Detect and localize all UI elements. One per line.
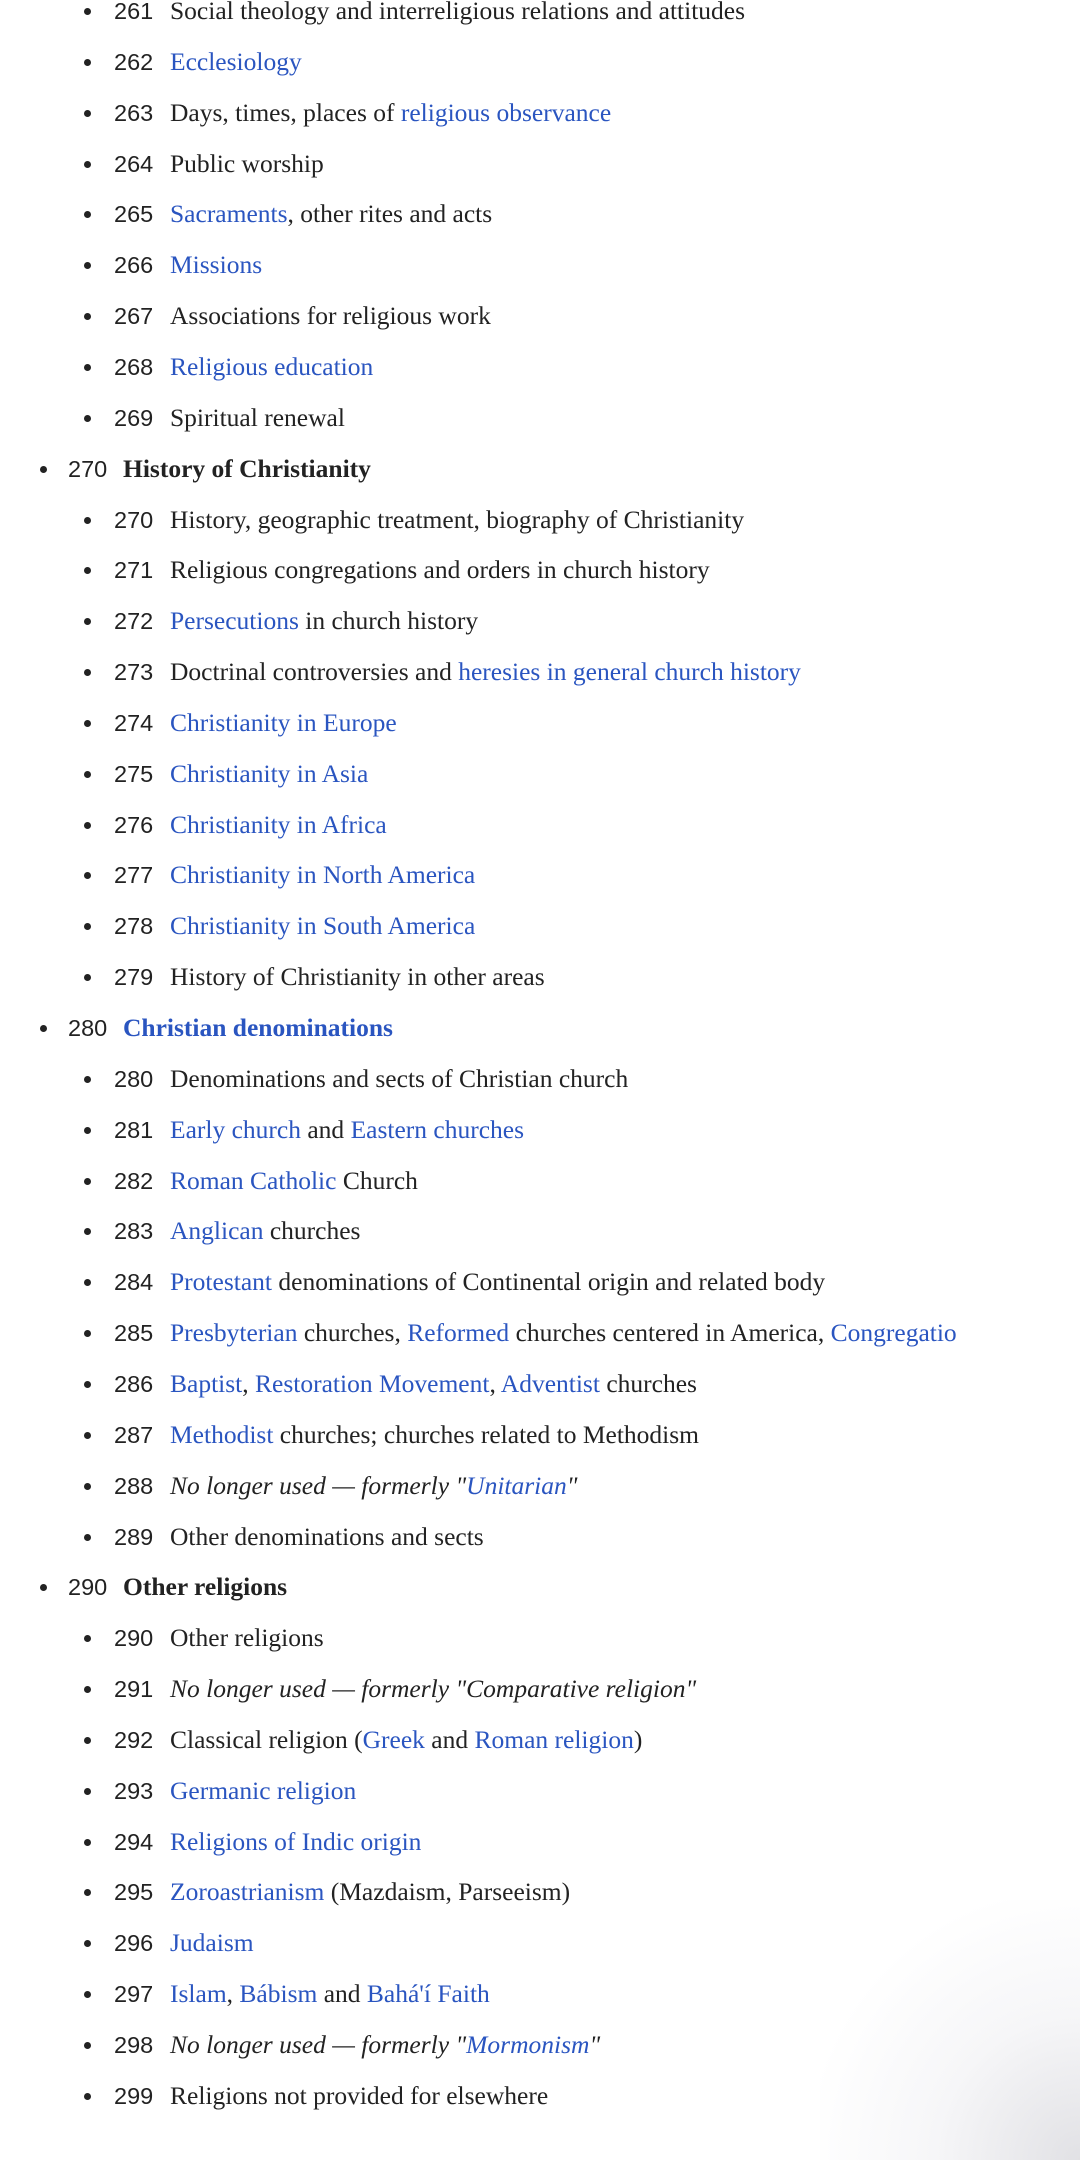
- entry-text-segment: Doctrinal controversies and: [170, 657, 459, 687]
- class-code: 296: [114, 1930, 154, 1957]
- entry-text: [170, 97, 611, 129]
- entry-link[interactable]: Protestant: [170, 1267, 272, 1297]
- entry-link[interactable]: Persecutions: [170, 606, 299, 636]
- entry-text: [170, 1978, 490, 2010]
- entry-text: [170, 1215, 360, 1247]
- bullet-icon: [84, 1076, 91, 1083]
- entry-link[interactable]: Sacraments: [170, 199, 288, 229]
- entry-text-segment: Other religions: [123, 1572, 288, 1602]
- entry-link[interactable]: Greek: [362, 1724, 425, 1754]
- class-code: 268: [114, 353, 154, 380]
- class-code: 290: [114, 1625, 154, 1652]
- bullet-icon: [84, 1991, 91, 1998]
- class-code: 295: [114, 1879, 154, 1906]
- entry-text: [170, 707, 397, 739]
- entry-link[interactable]: Mormonism: [466, 2030, 590, 2059]
- bullet-icon: [84, 1381, 91, 1388]
- entry-link[interactable]: Religious education: [170, 351, 374, 381]
- entry-link[interactable]: Religions of Indic origin: [170, 1826, 422, 1856]
- bullet-icon: [84, 1940, 91, 1947]
- class-code: 279: [114, 964, 154, 991]
- entry-text: [170, 656, 801, 688]
- class-code: 261: [114, 0, 154, 24]
- entry-text: [170, 1317, 957, 1349]
- entry-text: [170, 1266, 825, 1298]
- entry-text-segment: Religious congregations and orders in church history: [170, 555, 710, 585]
- entry-text: [170, 1114, 524, 1146]
- entry-text: [170, 300, 491, 332]
- entry-link[interactable]: Zoroastrianism: [170, 1877, 325, 1907]
- entry-link[interactable]: Presbyterian: [170, 1318, 298, 1348]
- entry-link[interactable]: Bahá'í Faith: [366, 1979, 490, 2009]
- entry-text: [170, 1368, 697, 1400]
- class-code: 274: [114, 709, 154, 736]
- entry-text: [170, 0, 745, 27]
- entry-text: [170, 605, 478, 637]
- entry-text: [170, 859, 475, 891]
- entry-link[interactable]: Roman religion: [474, 1724, 634, 1754]
- entry-text: [170, 809, 387, 841]
- entry-text-segment: Other denominations and sects: [170, 1521, 484, 1551]
- entry-text: [170, 1063, 628, 1095]
- bullet-icon: [84, 1178, 91, 1185]
- class-code: 291: [114, 1676, 154, 1703]
- entry-link[interactable]: Anglican: [170, 1216, 264, 1246]
- bullet-icon: [84, 1483, 91, 1490]
- entry-link[interactable]: Congregatio: [830, 1318, 957, 1348]
- bullet-icon: [84, 923, 91, 930]
- class-code: 284: [114, 1269, 154, 1296]
- entry-text-segment: churches; churches related to Methodism: [273, 1419, 699, 1449]
- entry-text: [170, 1927, 254, 1959]
- class-code: 286: [114, 1370, 154, 1397]
- entry-text-segment: churches: [599, 1368, 697, 1398]
- entry-text: [170, 148, 324, 180]
- entry-text: [170, 504, 744, 536]
- bullet-icon: [40, 466, 47, 473]
- class-code: 288: [114, 1472, 154, 1499]
- bullet-icon: [84, 1686, 91, 1693]
- class-code: 269: [114, 404, 154, 431]
- class-code: 277: [114, 862, 154, 889]
- entry-text: [170, 249, 262, 281]
- entry-text-segment: in church history: [298, 606, 479, 636]
- entry-text: [170, 554, 710, 586]
- class-code: 275: [114, 760, 154, 787]
- entry-text-segment: ": [455, 2030, 467, 2059]
- bullet-icon: [84, 771, 91, 778]
- class-code: 270: [114, 506, 154, 533]
- bullet-icon: [84, 313, 91, 320]
- entry-text: [170, 1826, 421, 1858]
- entry-text-segment: ,: [242, 1368, 256, 1398]
- bullet-icon: [84, 720, 91, 727]
- entry-text-segment: History of Christianity in other areas: [170, 962, 545, 992]
- class-code: 290: [68, 1574, 108, 1601]
- bullet-icon: [84, 364, 91, 371]
- class-code: 265: [114, 201, 154, 228]
- bullet-icon: [84, 1127, 91, 1134]
- entry-text: [170, 1165, 418, 1197]
- class-code: 271: [114, 557, 154, 584]
- class-code: 280: [114, 1065, 154, 1092]
- bullet-icon: [84, 567, 91, 574]
- class-code: 280: [68, 1015, 108, 1041]
- entry-text: [170, 351, 373, 383]
- entry-link[interactable]: religious observance: [400, 97, 612, 127]
- bullet-icon: [84, 1737, 91, 1744]
- bullet-icon: [84, 415, 91, 422]
- entry-link[interactable]: Christianity in Africa: [170, 809, 387, 839]
- class-code: 292: [114, 1726, 154, 1753]
- entry-link[interactable]: Ecclesiology: [170, 46, 302, 76]
- entry-text-segment: History, geographic treatment, biography of Christianity: [170, 504, 745, 534]
- bullet-icon: [40, 1025, 47, 1032]
- bullet-icon: [84, 2042, 91, 2049]
- entry-text-segment: No longer used — formerly: [170, 2030, 456, 2059]
- class-code: 294: [114, 1828, 154, 1855]
- entry-link[interactable]: Bábism: [239, 1979, 318, 2009]
- entry-link[interactable]: Germanic religion: [170, 1775, 357, 1805]
- entry-link[interactable]: Christianity in North America: [170, 860, 476, 890]
- bullet-icon: [84, 1228, 91, 1235]
- bullet-icon: [84, 1889, 91, 1896]
- entry-link[interactable]: heresies in general church history: [458, 657, 801, 687]
- class-code: 283: [114, 1218, 154, 1245]
- entry-text-segment: denominations of Continental origin and related body: [272, 1267, 826, 1297]
- class-code: 293: [114, 1777, 154, 1804]
- class-code: 282: [114, 1167, 154, 1194]
- entry-text: [170, 910, 475, 942]
- entry-text: [123, 1571, 287, 1603]
- entry-text-segment: churches,: [297, 1318, 408, 1348]
- entry-text-segment: Denominations and sects of Christian church: [170, 1063, 629, 1093]
- entry-text: [170, 1419, 699, 1451]
- bullet-icon: [84, 1635, 91, 1642]
- entry-link[interactable]: Judaism: [170, 1928, 254, 1958]
- class-code: 266: [114, 252, 154, 279]
- entry-text-segment: Days, times, places of: [170, 97, 401, 127]
- bullet-icon: [84, 161, 91, 168]
- bullet-icon: [84, 1330, 91, 1337]
- entry-text-segment: ": [566, 1470, 578, 1500]
- class-code: 289: [114, 1523, 154, 1550]
- entry-link[interactable]: Restoration Movement: [255, 1368, 490, 1398]
- entry-text: [170, 198, 492, 230]
- bullet-icon: [84, 110, 91, 117]
- entry-text-segment: Social theology and interreligious relations and attitudes: [170, 0, 746, 25]
- entry-text-segment: (Mazdaism, Parseeism): [324, 1877, 571, 1907]
- entry-text-segment: Associations for religious work: [170, 301, 491, 331]
- entry-link[interactable]: Eastern churches: [350, 1114, 525, 1144]
- class-code: 299: [114, 2082, 154, 2109]
- class-code: 287: [114, 1421, 154, 1448]
- bullet-icon: [84, 1432, 91, 1439]
- class-code: 263: [114, 99, 154, 126]
- entry-link[interactable]: Missions: [170, 250, 263, 280]
- bullet-icon: [84, 1534, 91, 1541]
- entry-text-segment: and: [424, 1724, 475, 1754]
- entry-text-segment: No longer used — formerly "Comparative religion": [170, 1674, 697, 1704]
- entry-link[interactable]: Islam: [170, 1979, 227, 2009]
- entry-link[interactable]: Roman Catholic: [170, 1165, 337, 1195]
- bullet-icon: [84, 517, 91, 524]
- entry-text: [170, 402, 345, 434]
- entry-text-segment: ": [589, 2030, 601, 2059]
- entry-text: [170, 2029, 600, 2061]
- entry-text: [123, 1012, 393, 1044]
- entry-text-segment: churches centered in America,: [509, 1318, 831, 1348]
- entry-text-segment: Other religions: [170, 1623, 324, 1653]
- bullet-icon: [84, 618, 91, 625]
- entry-text-segment: , other rites and acts: [287, 199, 493, 229]
- entry-text: [170, 1521, 484, 1553]
- bullet-icon: [84, 1788, 91, 1795]
- bullet-icon: [84, 2093, 91, 2100]
- entry-text: [170, 1724, 642, 1756]
- class-code: 267: [114, 303, 154, 330]
- entry-text: [170, 758, 368, 790]
- entry-link[interactable]: Christianity in Asia: [170, 758, 369, 788]
- class-code: 285: [114, 1320, 154, 1347]
- bullet-icon: [84, 262, 91, 269]
- bullet-icon: [84, 211, 91, 218]
- entry-text: [170, 961, 545, 993]
- class-code: 276: [114, 811, 154, 838]
- entry-text: [170, 1775, 356, 1807]
- entry-link[interactable]: Early church: [170, 1114, 301, 1144]
- bullet-icon: [84, 1279, 91, 1286]
- entry-text-segment: History of Christianity: [123, 453, 371, 483]
- entry-text-segment: ": [455, 1470, 467, 1500]
- entry-link[interactable]: Christianity in South America: [170, 911, 476, 941]
- entry-text: [170, 1673, 696, 1705]
- bullet-icon: [40, 1584, 47, 1591]
- class-code: 264: [114, 150, 154, 177]
- bullet-icon: [84, 1839, 91, 1846]
- entry-link[interactable]: Methodist: [170, 1419, 274, 1449]
- entry-text-segment: ,: [226, 1979, 240, 2009]
- entry-text-segment: ,: [489, 1368, 501, 1398]
- entry-text-segment: Public worship: [170, 148, 324, 178]
- bullet-icon: [84, 59, 91, 66]
- entry-text-segment: Spiritual renewal: [170, 402, 345, 432]
- bullet-icon: [84, 872, 91, 879]
- entry-text-segment: and: [317, 1979, 367, 2009]
- entry-link[interactable]: Unitarian: [466, 1470, 567, 1500]
- bullet-icon: [84, 669, 91, 676]
- class-code: 298: [114, 2032, 154, 2058]
- bullet-icon: [84, 8, 91, 15]
- entry-text-segment: Classical religion (: [170, 1724, 363, 1754]
- bullet-icon: [84, 974, 91, 981]
- entry-text: [170, 1622, 324, 1654]
- entry-text: [170, 1470, 577, 1502]
- entry-link[interactable]: Christianity in Europe: [170, 707, 397, 737]
- entry-text-segment: and: [300, 1114, 351, 1144]
- entry-text-segment: Church: [336, 1165, 418, 1195]
- class-code: 262: [114, 48, 154, 75]
- entry-text: [170, 46, 302, 78]
- entry-text: [170, 1876, 570, 1908]
- class-code: 272: [114, 608, 154, 635]
- class-code: 278: [114, 913, 154, 940]
- entry-link[interactable]: Reformed: [407, 1318, 510, 1348]
- bullet-icon: [84, 822, 91, 829]
- entry-text-segment: ): [633, 1724, 643, 1754]
- class-code: 273: [114, 659, 154, 686]
- entry-text: [170, 2080, 548, 2112]
- entry-text-segment: No longer used — formerly: [170, 1470, 456, 1500]
- entry-text-segment: Religions not provided for elsewhere: [170, 2080, 549, 2110]
- entry-link[interactable]: Adventist: [500, 1368, 600, 1398]
- entry-text-segment: churches: [263, 1216, 361, 1246]
- entry-text: [123, 453, 371, 485]
- class-code: 297: [114, 1981, 154, 2008]
- class-code: 270: [68, 455, 108, 482]
- entry-link[interactable]: Baptist: [170, 1368, 243, 1398]
- entry-link[interactable]: Christian denominations: [123, 1013, 393, 1042]
- class-code: 281: [114, 1116, 154, 1143]
